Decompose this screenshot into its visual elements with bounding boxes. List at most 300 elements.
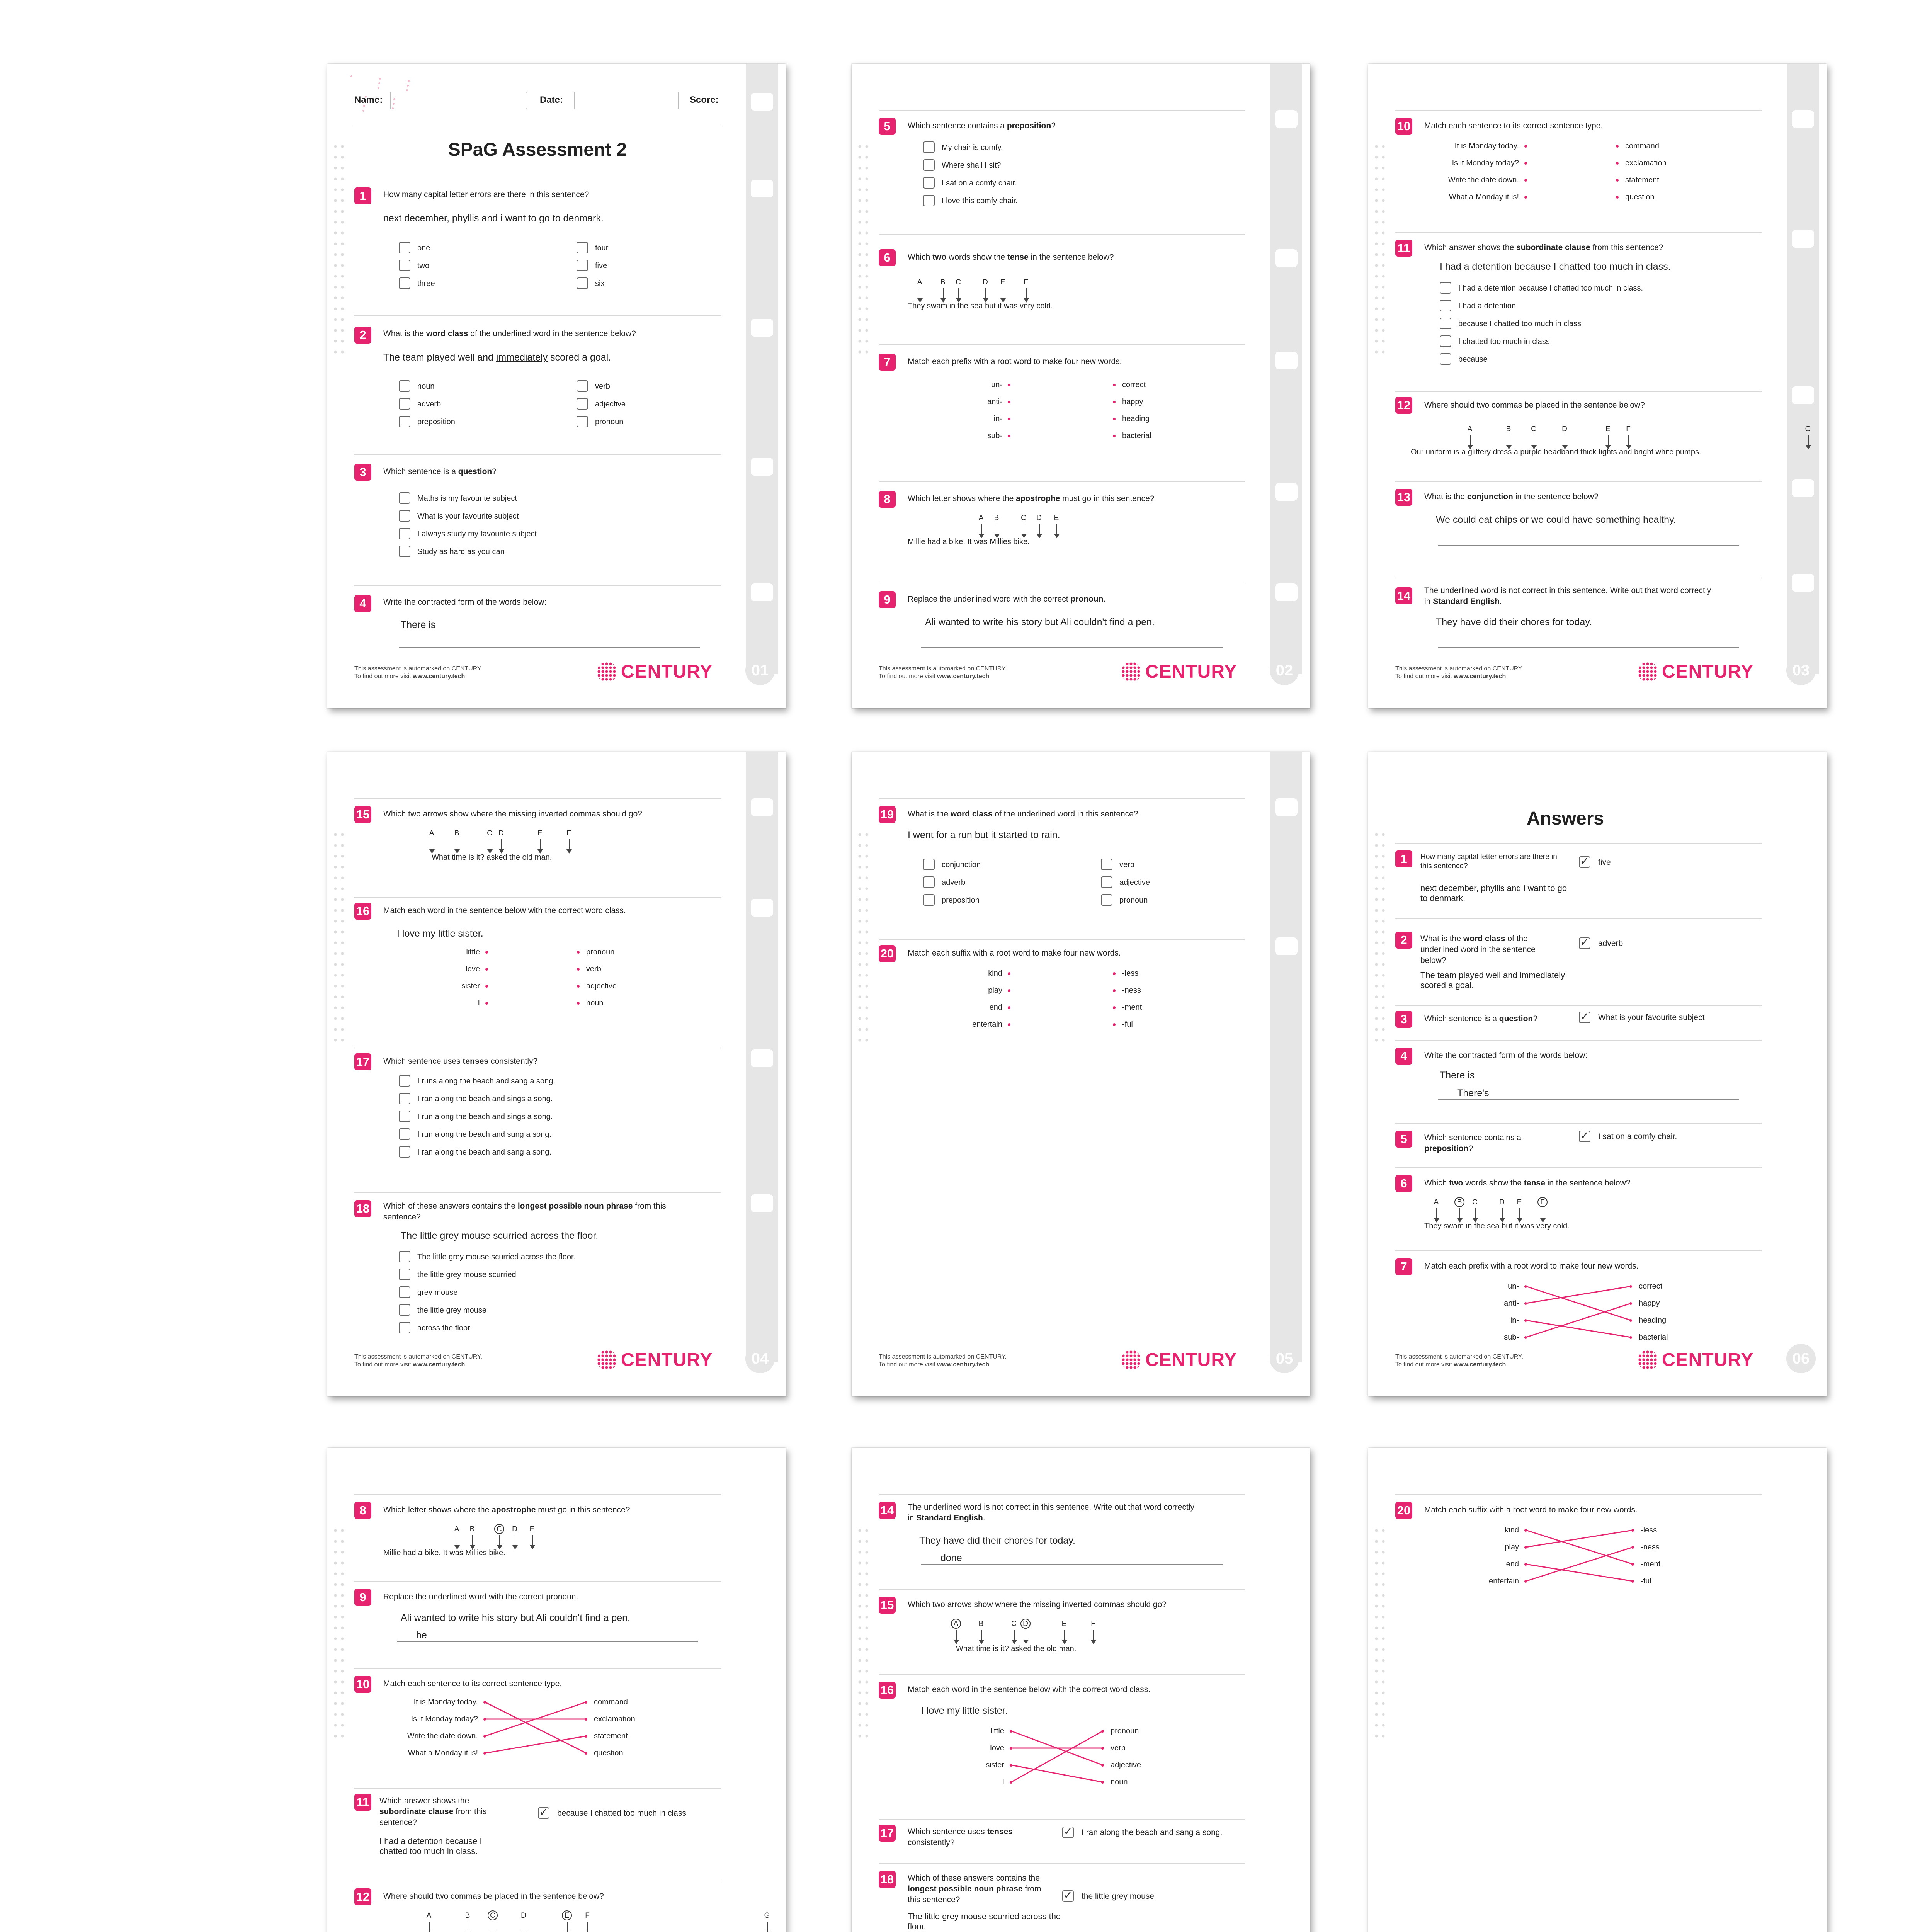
question-text-part: from this sentence? — [908, 1884, 1041, 1904]
option-label: adjective — [1119, 878, 1150, 887]
option-label: What is your favourite subject — [417, 512, 519, 520]
question-text — [908, 252, 1186, 263]
answer-option[interactable] — [399, 1321, 470, 1335]
footer-link[interactable]: www.century.tech — [1454, 1361, 1506, 1368]
question-text-part: Which sentence uses — [383, 1057, 463, 1066]
answer-line[interactable] — [399, 647, 700, 648]
checkbox[interactable] — [577, 260, 588, 271]
checkbox[interactable] — [399, 1146, 410, 1158]
answer-option[interactable] — [1440, 317, 1581, 330]
answer-text: the little grey mouse — [1082, 1892, 1154, 1901]
question-text: Match each sentence to its correct sentence type. — [1424, 121, 1603, 130]
answer-option[interactable] — [923, 177, 1017, 190]
question-text-part: in the sentence below? — [1513, 492, 1599, 501]
section-divider — [1395, 232, 1762, 233]
option-label: the little grey mouse — [417, 1306, 486, 1315]
checkbox[interactable] — [923, 876, 935, 888]
question-number: 1 — [354, 187, 371, 204]
answer-option[interactable] — [1101, 894, 1148, 907]
answer-option[interactable] — [399, 1146, 551, 1159]
arrow-letter: D — [1562, 425, 1567, 433]
match-right-item: question — [594, 1749, 623, 1757]
question-number: 12 — [1395, 397, 1412, 414]
match-line — [1526, 1320, 1631, 1337]
dot-pattern — [332, 829, 346, 1046]
match-left-item: sub- — [987, 432, 1002, 440]
arrow-letter: B — [454, 829, 459, 837]
checkbox[interactable] — [577, 416, 588, 427]
footer-text — [354, 665, 482, 680]
footer-link[interactable]: www.century.tech — [937, 673, 990, 680]
answer-text: five — [1598, 858, 1611, 867]
answer-line[interactable] — [1438, 647, 1739, 648]
answer-option[interactable] — [399, 1092, 553, 1105]
answer-option[interactable] — [1101, 876, 1150, 889]
arrow-letter: F — [585, 1912, 590, 1920]
answer-option[interactable] — [399, 380, 435, 393]
answer-option[interactable] — [577, 277, 604, 290]
answer-option[interactable] — [399, 545, 505, 558]
answer-line[interactable] — [921, 647, 1223, 648]
match-dot — [1113, 1006, 1116, 1009]
question-text-part: word class — [1463, 934, 1505, 943]
down-arrow — [429, 1922, 430, 1932]
match-dot — [1113, 989, 1116, 992]
answer-circle — [488, 1910, 498, 1920]
question-text: Match each prefix with a root word to make four new words. — [908, 357, 1122, 366]
question-text-part: tenses — [463, 1057, 488, 1066]
checkbox[interactable] — [923, 894, 935, 906]
tab-hole — [751, 1194, 773, 1212]
checkbox[interactable] — [577, 242, 588, 253]
checkbox[interactable] — [1440, 318, 1451, 329]
question-text-part: longest possible noun phrase — [908, 1884, 1023, 1893]
checkbox[interactable] — [399, 1111, 410, 1122]
footer-link[interactable]: www.century.tech — [1454, 673, 1506, 680]
match-right-item: bacterial — [1122, 432, 1151, 440]
question-text-part: of the underlined word in the sentence below? — [1420, 934, 1536, 965]
example-sentence: I love my little sister. — [397, 928, 483, 939]
question-number: 7 — [879, 354, 896, 371]
answer-option[interactable] — [1440, 299, 1516, 313]
arrow-letter: B — [978, 1620, 984, 1628]
checkbox[interactable] — [923, 159, 935, 171]
checkbox[interactable] — [399, 398, 410, 410]
checkbox[interactable] — [399, 242, 410, 253]
match-dot — [577, 951, 580, 954]
brand-name: CENTURY — [621, 662, 713, 682]
question-text-part: must go in this sentence? — [1060, 494, 1155, 503]
option-label: Maths is my favourite subject — [417, 494, 517, 503]
arrow-letter: C — [1011, 1620, 1017, 1628]
answer-option[interactable] — [577, 259, 607, 272]
question-text-part: word class — [950, 810, 993, 818]
brand-name: CENTURY — [621, 1350, 713, 1370]
question-text — [908, 594, 1186, 605]
arrow-letter: F — [1626, 425, 1631, 433]
answer-option[interactable] — [399, 242, 430, 255]
answer-option[interactable] — [399, 398, 441, 411]
match-lines — [327, 1448, 786, 1932]
question-text-part: consistently? — [908, 1838, 955, 1847]
arrow-letter: F — [1091, 1620, 1095, 1628]
checkbox[interactable] — [399, 1304, 410, 1316]
question-number: 1 — [1395, 850, 1412, 867]
example-sentence: I went for a run but it started to rain. — [908, 830, 1060, 840]
question-text — [908, 121, 1186, 131]
match-right-item: correct — [1639, 1282, 1663, 1291]
checkbox[interactable] — [923, 859, 935, 870]
option-label: two — [417, 262, 430, 270]
answer-option[interactable] — [923, 141, 1003, 154]
answer-option[interactable] — [577, 242, 608, 255]
written-answer: done — [940, 1553, 962, 1563]
question-text-part: The underlined word is not correct in this sentence. Write out that word correctly in — [908, 1503, 1194, 1522]
checkbox[interactable] — [399, 1093, 410, 1104]
question-number: 5 — [1395, 1131, 1412, 1148]
check-icon: ✓ — [1063, 1889, 1073, 1901]
checkbox[interactable] — [399, 1075, 410, 1087]
question-text-part: What is the — [383, 329, 426, 338]
match-right-item: pronoun — [1111, 1727, 1139, 1735]
checkbox[interactable] — [577, 380, 588, 392]
footer-line-2 — [354, 1361, 482, 1369]
checkbox[interactable] — [577, 277, 588, 289]
arrow-letter: D — [1036, 514, 1042, 522]
match-left-item: little — [466, 948, 480, 956]
arrow-letter: D — [983, 278, 988, 286]
answer-option[interactable] — [923, 858, 981, 871]
question-number: 3 — [354, 464, 371, 481]
dot-pattern — [856, 829, 870, 1046]
match-right-item: question — [1625, 193, 1655, 201]
example-sentence: Millie had a bike. It was Millies bike. — [383, 1549, 505, 1557]
checkbox[interactable] — [399, 260, 410, 271]
footer-link[interactable]: www.century.tech — [413, 1361, 465, 1368]
tab-hole — [751, 798, 773, 816]
arrow-letter: G — [764, 1912, 770, 1920]
underlined-word: immediately — [496, 352, 548, 363]
checkbox[interactable] — [577, 398, 588, 410]
option-label: Study as hard as you can — [417, 548, 505, 556]
brand-name: CENTURY — [1145, 1350, 1237, 1370]
match-line — [1011, 1731, 1103, 1782]
checkbox[interactable] — [399, 1286, 410, 1298]
checkbox[interactable] — [1101, 859, 1112, 870]
tab-hole — [751, 93, 773, 111]
down-arrow — [958, 288, 959, 301]
question-text-part: tense — [1524, 1179, 1545, 1187]
match-left-item: entertain — [972, 1020, 1002, 1029]
question-number: 14 — [1395, 587, 1412, 604]
checkbox[interactable] — [399, 510, 410, 522]
decor-speck — [362, 110, 364, 112]
tab-hole — [1792, 386, 1814, 404]
question-text-part: Standard English — [916, 1514, 983, 1522]
question-text — [379, 1796, 499, 1828]
page-number: 04 — [745, 1344, 775, 1373]
question-text-part: from this sentence? — [383, 1202, 666, 1221]
answer-option[interactable] — [399, 510, 519, 523]
question-text-part: Which sentence contains a — [1424, 1133, 1521, 1142]
footer-prefix: To find out more visit — [354, 673, 413, 680]
match-dot — [1113, 401, 1116, 403]
example-sentence: I had a detention because I chatted too much in class. — [379, 1836, 482, 1856]
checkbox[interactable] — [399, 546, 410, 557]
match-right-item: -ment — [1641, 1560, 1661, 1568]
checkbox[interactable] — [399, 528, 410, 539]
answer-option[interactable] — [399, 1304, 486, 1317]
footer-link[interactable]: www.century.tech — [937, 1361, 990, 1368]
match-left-item: un- — [1508, 1282, 1519, 1291]
match-dot — [1113, 435, 1116, 437]
match-line — [1526, 1286, 1631, 1303]
option-label: noun — [417, 382, 435, 391]
arrow-letter: B — [1457, 1198, 1462, 1206]
answer-text: I sat on a comfy chair. — [1598, 1132, 1677, 1141]
answer-option[interactable] — [399, 1110, 553, 1123]
question-text: Write the contracted form of the words below: — [1424, 1051, 1588, 1060]
question-text-part: Which letter shows where the — [908, 494, 1016, 503]
answer-option[interactable] — [399, 1286, 458, 1299]
dot-pattern — [1373, 141, 1387, 357]
arrow-letter: F — [1024, 278, 1028, 286]
answer-option[interactable] — [577, 415, 623, 429]
question-text-part: in the sentence below? — [1545, 1179, 1631, 1187]
match-dot — [1008, 401, 1010, 403]
checkbox[interactable] — [1440, 282, 1451, 294]
match-dot — [1008, 435, 1010, 437]
answer-option[interactable] — [923, 876, 965, 889]
worksheet-page-5 — [852, 752, 1310, 1396]
match-dot — [1113, 418, 1116, 420]
question-number: 17 — [879, 1825, 896, 1842]
footer-link[interactable]: www.century.tech — [413, 673, 465, 680]
down-arrow — [587, 1922, 588, 1932]
match-right-item: command — [1625, 142, 1659, 150]
answer-line[interactable] — [1438, 545, 1739, 546]
match-line — [1526, 1564, 1633, 1581]
question-number: 10 — [1395, 118, 1412, 135]
option-label: six — [595, 279, 605, 288]
arrow-letter: D — [1499, 1198, 1505, 1206]
example-sentence: The little grey mouse scurried across the floor. — [908, 1912, 1061, 1931]
check-icon: ✓ — [1063, 1825, 1073, 1837]
question-number: 11 — [354, 1794, 371, 1811]
footer-line-1: This assessment is automarked on CENTURY. — [879, 1354, 1007, 1360]
checkbox[interactable] — [1440, 353, 1451, 365]
tab-hole — [1275, 249, 1298, 267]
worksheet-page-1 — [327, 64, 786, 708]
checkbox[interactable] — [399, 416, 410, 427]
question-number: 5 — [879, 118, 896, 135]
arrow-letter: A — [917, 278, 922, 286]
example-sentence: Ali wanted to write his story but Ali couldn't find a pen. — [925, 617, 1155, 628]
tab-strip — [1270, 752, 1302, 1362]
footer-line-1: This assessment is automarked on CENTURY. — [1395, 665, 1524, 672]
checkbox[interactable] — [1440, 300, 1451, 311]
question-text-part: Replace the underlined word with the correct — [908, 595, 1071, 604]
answer-option[interactable] — [1440, 282, 1643, 295]
question-number: 11 — [1395, 240, 1412, 257]
down-arrow — [567, 1922, 568, 1932]
arrow-letter: A — [978, 514, 984, 522]
century-logo — [597, 1348, 713, 1370]
arrow-letter: A — [429, 829, 434, 837]
arrow-letter: C — [487, 829, 492, 837]
footer-text — [354, 1353, 482, 1369]
option-label: four — [595, 244, 609, 252]
option-label: conjunction — [942, 861, 981, 869]
arrow-letter: F — [1540, 1198, 1545, 1206]
question-text — [908, 1827, 1035, 1848]
footer-prefix: To find out more visit — [879, 673, 937, 680]
question-text-part: Which sentence is a — [1424, 1014, 1499, 1023]
decor-speck — [350, 75, 352, 77]
match-dot — [1616, 179, 1619, 182]
arrow-letter: A — [426, 1912, 432, 1920]
tab-hole — [1275, 937, 1298, 955]
match-dot — [1616, 196, 1619, 199]
arrow-letter: G — [1805, 425, 1811, 433]
question-number: 10 — [354, 1676, 371, 1693]
answer-option[interactable] — [1101, 858, 1134, 871]
arrow-letter: C — [497, 1525, 502, 1533]
checkbox[interactable] — [1101, 876, 1112, 888]
answer-option[interactable] — [399, 259, 429, 272]
century-logo-icon — [597, 1350, 617, 1370]
answer-option[interactable] — [399, 1250, 575, 1264]
checkbox[interactable] — [923, 195, 935, 206]
checkbox[interactable] — [1440, 335, 1451, 347]
option-label: three — [417, 279, 435, 288]
tab-hole — [751, 180, 773, 197]
check-icon: ✓ — [1580, 855, 1589, 867]
checkbox[interactable] — [399, 1322, 410, 1333]
match-lines — [1368, 752, 1827, 1396]
checkbox[interactable] — [923, 177, 935, 189]
match-left-item: sub- — [1504, 1333, 1519, 1342]
answer-option[interactable] — [399, 415, 455, 429]
answer-option[interactable] — [1440, 335, 1550, 348]
match-left-item: in- — [993, 415, 1002, 423]
question-text-part: Which answer shows the — [379, 1796, 469, 1805]
answer-option[interactable] — [1440, 353, 1488, 366]
match-right-item: happy — [1639, 1299, 1660, 1308]
question-text — [1424, 492, 1718, 502]
answer-option[interactable] — [399, 1268, 516, 1281]
match-line — [1526, 1286, 1631, 1320]
question-text-part: Standard English — [1433, 597, 1500, 606]
match-left-item: anti- — [1504, 1299, 1519, 1308]
question-text-part: ? — [492, 467, 497, 476]
match-line — [1526, 1530, 1633, 1564]
match-left-item: Write the date down. — [1448, 176, 1519, 184]
answer-option[interactable] — [577, 380, 610, 393]
match-right-item: adjective — [1111, 1761, 1141, 1769]
match-dot — [485, 985, 488, 988]
question-number: 16 — [354, 903, 371, 920]
checkbox[interactable] — [1101, 894, 1112, 906]
example-sentence: They have did their chores for today. — [1436, 617, 1592, 628]
match-right-item: adjective — [586, 982, 617, 990]
option-label: because — [1458, 355, 1488, 364]
checkbox[interactable] — [399, 492, 410, 504]
answer-option[interactable] — [577, 398, 626, 411]
checkbox[interactable] — [923, 141, 935, 153]
question-text: How many capital letter errors are there in this sentence? — [1420, 853, 1557, 870]
footer-line-2 — [1395, 673, 1523, 680]
question-number: 16 — [879, 1682, 896, 1699]
match-left-item: end — [989, 1003, 1002, 1012]
question-text: Match each suffix with a root word to make four new words. — [908, 949, 1121, 957]
checkbox[interactable] — [399, 277, 410, 289]
decor-speck — [408, 80, 410, 82]
match-dot — [1616, 162, 1619, 165]
match-dot — [1008, 989, 1010, 992]
worksheet-page-6 — [1368, 752, 1827, 1396]
answer-option[interactable] — [399, 1075, 555, 1088]
checkbox[interactable] — [399, 1128, 410, 1140]
footer-text — [1395, 665, 1523, 680]
answer-option[interactable] — [399, 527, 537, 541]
match-left-item: What a Monday it is! — [1449, 193, 1519, 201]
answer-text: I ran along the beach and sang a song. — [1082, 1828, 1223, 1837]
arrow-letter: E — [529, 1525, 535, 1533]
brand-name: CENTURY — [1662, 662, 1754, 682]
answer-option[interactable] — [399, 1128, 551, 1141]
arrow-letter: C — [1531, 425, 1536, 433]
question-text-part: Which sentence contains a — [908, 121, 1007, 130]
down-arrow — [981, 524, 982, 537]
question-number: 2 — [354, 327, 371, 344]
worksheet-page-7 — [327, 1448, 786, 1932]
answer-option[interactable] — [923, 894, 980, 907]
arrow-letter: B — [1506, 425, 1511, 433]
example-sentence: The team played well and immediately scored a goal. — [1420, 970, 1565, 990]
arrow-letter: E — [1000, 278, 1005, 286]
match-left-item: love — [990, 1744, 1004, 1752]
checkbox[interactable] — [399, 380, 410, 392]
tab-hole — [1275, 583, 1298, 601]
match-right-item: -less — [1122, 969, 1139, 978]
worksheet-page-4 — [327, 752, 786, 1396]
sentence-part: scored a goal. — [548, 352, 611, 363]
question-text — [383, 1056, 677, 1067]
footer-line-2 — [354, 673, 482, 680]
name-field[interactable] — [390, 92, 527, 109]
checkbox[interactable] — [399, 1269, 410, 1280]
footer-prefix: To find out more visit — [1395, 673, 1454, 680]
match-left-item: love — [466, 965, 480, 973]
name-label: Name: — [354, 95, 383, 105]
century-logo-icon — [1121, 1350, 1141, 1370]
match-dot — [1113, 384, 1116, 386]
answer-option[interactable] — [923, 159, 1001, 172]
brand-name: CENTURY — [1145, 662, 1237, 682]
question-text-part: What is the — [1424, 492, 1467, 501]
question-number: 2 — [1395, 932, 1412, 949]
answer-option[interactable] — [399, 492, 517, 505]
question-text-part: ? — [1533, 1014, 1537, 1023]
answer-option[interactable] — [923, 194, 1018, 207]
match-right-item: command — [594, 1698, 628, 1706]
date-field[interactable] — [574, 92, 679, 109]
checkbox[interactable] — [399, 1251, 410, 1262]
answer-option[interactable] — [399, 277, 435, 290]
check-icon: ✓ — [539, 1806, 548, 1818]
arrow-letter: B — [994, 514, 999, 522]
